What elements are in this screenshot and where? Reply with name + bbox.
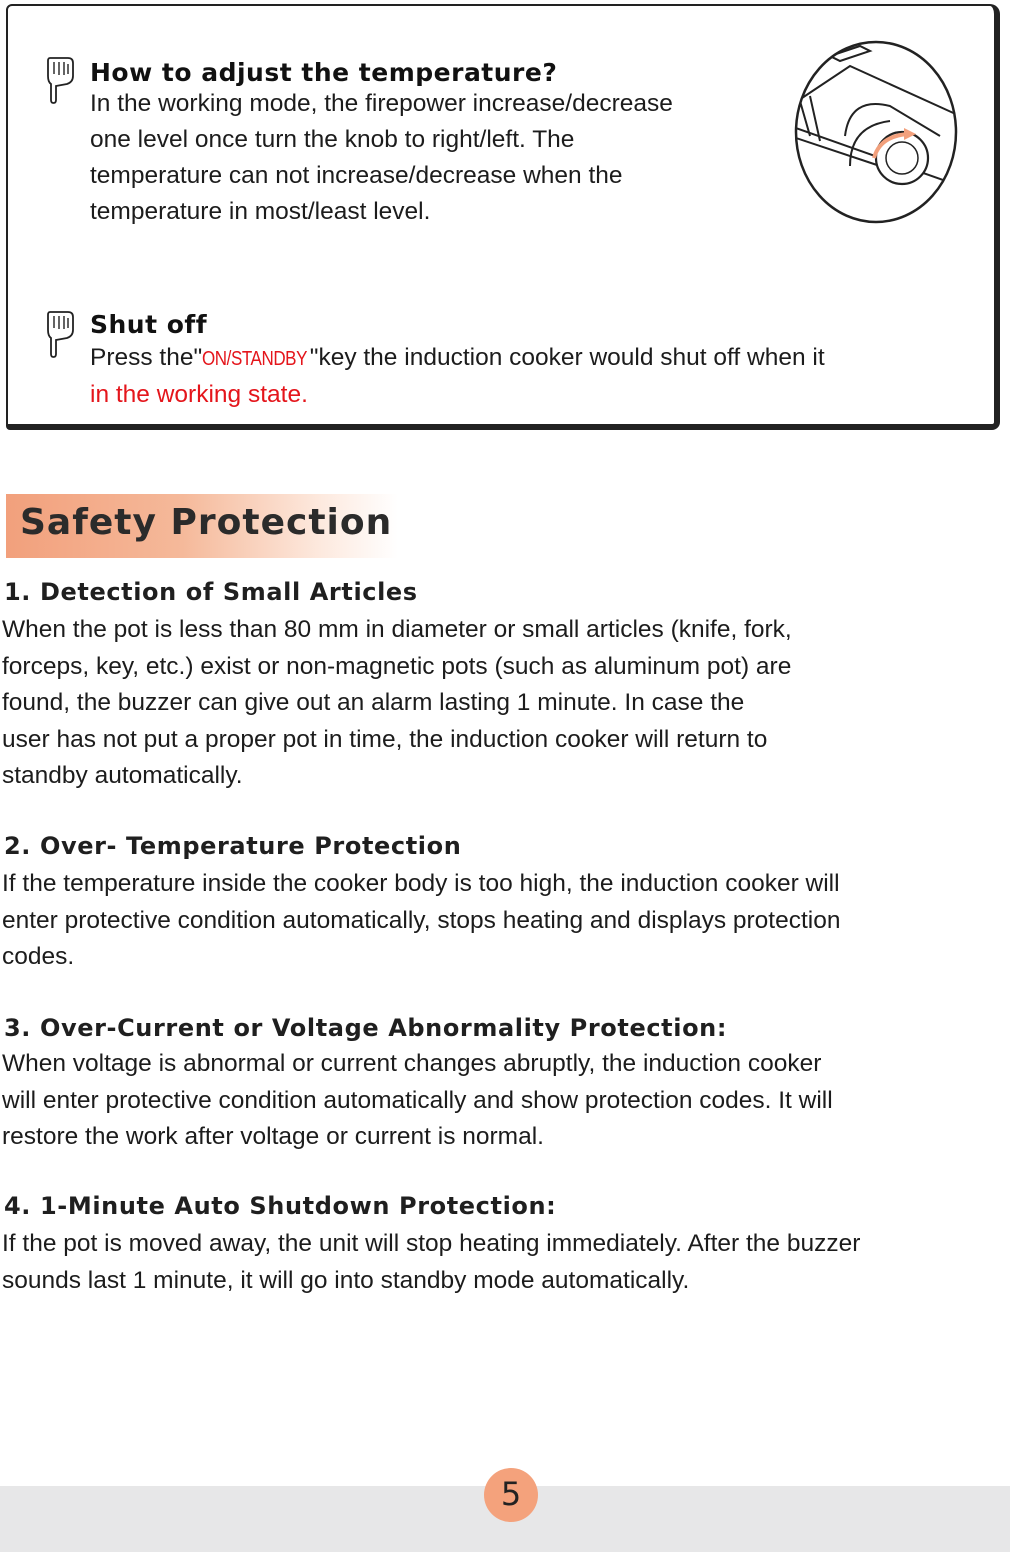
body-line: user has not put a proper pot in time, the induction cooker will return to [2,725,768,753]
tip-line: In the working mode, the firepower increase/decrease [90,90,673,117]
body-line: When the pot is less than 80 mm in diameter or small articles (knife, fork, [2,616,792,643]
body-line: forceps, key, etc.) exist or non-magnetic pots (such as aluminum pot) are [2,652,792,680]
tip-line: temperature can not increase/decrease when the [90,162,623,189]
body-line: If the temperature inside the cooker body is too high, the induction cooker will [2,870,840,897]
knob-illustration [790,36,960,226]
section-title-over-current: 3. Over-Current or Voltage Abnormality Protection: [4,1014,728,1042]
tip-line: one level once turn the knob to right/left. The [90,126,575,153]
section-title-small-articles: 1. Detection of Small Articles [4,578,418,606]
tip-title-shut-off: Shut off [90,310,208,339]
tip-body-shut-off [90,340,825,413]
pointing-hand-icon [46,308,76,358]
pointing-hand-icon [46,54,76,104]
body-line: codes. [2,943,75,970]
body-line: will enter protective condition automatically and show protection codes. It will [2,1086,833,1114]
body-line: enter protective condition automatically, stops heating and displays protection [2,906,841,934]
tip-line: temperature in most/least level. [90,198,431,225]
body-line: restore the work after voltage or current is normal. [2,1123,544,1150]
body-line: If the pot is moved away, the unit will stop heating immediately. After the buzzer [2,1230,861,1257]
body-line: sounds last 1 minute, it will go into standby mode automatically. [2,1266,690,1294]
section-title-over-temperature: 2. Over- Temperature Protection [4,832,462,860]
section-heading: Safety Protection [20,502,393,543]
body-line: When voltage is abnormal or current changes abruptly, the induction cooker [2,1050,822,1077]
section-body-over-temperature [2,866,840,976]
tip-title-adjust-temperature: How to adjust the temperature? [90,58,558,87]
page-number: 5 [484,1468,538,1522]
tip-line-highlight: in the working state. [90,381,308,408]
on-standby-key-label: ON/STANDBY [202,348,308,370]
section-body-auto-shutdown [2,1226,860,1299]
section-title-auto-shutdown: 4. 1-Minute Auto Shutdown Protection: [4,1192,557,1220]
tip-text: "key the induction cooker would shut off when it [309,344,825,371]
body-line: found, the buzzer can give out an alarm lasting 1 minute. In case the [2,689,745,716]
section-body-small-articles [2,612,792,795]
body-line: standby automatically. [2,762,243,789]
tip-body-adjust-temperature [90,86,673,230]
section-body-over-current [2,1046,833,1156]
tip-line [90,340,825,377]
tip-text: Press the" [90,344,203,371]
